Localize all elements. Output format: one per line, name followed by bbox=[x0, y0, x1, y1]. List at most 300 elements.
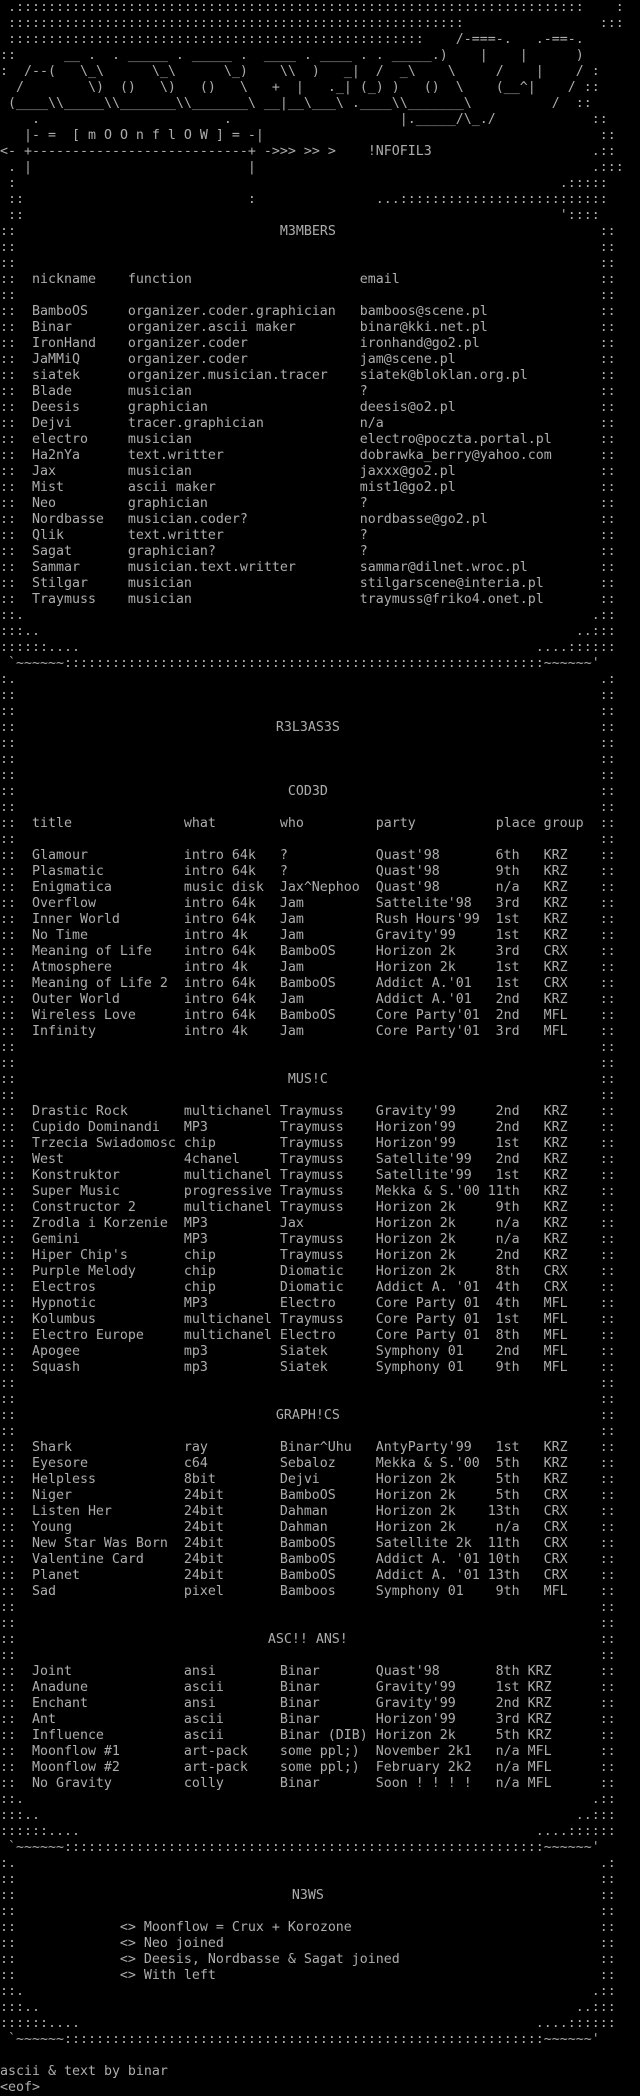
release-who: Dejvi bbox=[279, 1472, 320, 1487]
box-content bbox=[16, 1776, 600, 1792]
release-what: intro 64k bbox=[183, 992, 256, 1007]
column-header-what: what bbox=[183, 816, 216, 831]
release-party: Satellite'99 bbox=[375, 1152, 472, 1167]
box-border-right: :: bbox=[599, 1760, 616, 1775]
release-what: intro 64k bbox=[183, 864, 256, 879]
member-nickname: electro bbox=[31, 432, 88, 447]
release-title: Infinity bbox=[31, 1024, 96, 1039]
release-who: Binar^Uhu bbox=[279, 1440, 352, 1455]
news-bullet-icon: <> bbox=[119, 1968, 136, 1983]
box-bottom-line: :::.. ..::: bbox=[0, 624, 616, 639]
box-border-left: :: bbox=[0, 464, 16, 479]
release-who: Binar bbox=[279, 1680, 320, 1695]
box-content bbox=[16, 1136, 600, 1152]
release-who: BamboOS bbox=[279, 1568, 336, 1583]
gap bbox=[568, 960, 600, 976]
release-row bbox=[0, 1456, 640, 1472]
release-what: ansi bbox=[183, 1696, 216, 1711]
box-content bbox=[16, 1472, 600, 1488]
release-who: Jax^Nephoo bbox=[279, 880, 360, 895]
box-border-right: :: bbox=[599, 944, 616, 959]
box-border-left: :: bbox=[0, 880, 16, 895]
release-row bbox=[0, 1536, 640, 1552]
box-border-right: :: bbox=[599, 1264, 616, 1279]
box-border-right: :: bbox=[599, 1056, 616, 1071]
release-title: Shark bbox=[31, 1440, 72, 1455]
box-content bbox=[16, 560, 600, 576]
release-title: No Time bbox=[31, 928, 88, 943]
box-border-right: :: bbox=[599, 1920, 616, 1935]
box-content bbox=[16, 1104, 600, 1120]
release-title: Electros bbox=[31, 1280, 96, 1295]
gap bbox=[520, 1248, 544, 1264]
release-row bbox=[0, 1552, 640, 1568]
release-what: chip bbox=[183, 1248, 216, 1263]
release-who: Traymuss bbox=[279, 1168, 344, 1183]
release-row bbox=[0, 1200, 640, 1216]
release-what: 24bit bbox=[183, 1536, 224, 1551]
section-title: R3L3AS3S bbox=[275, 720, 340, 735]
release-party: Addict A.'01 bbox=[375, 992, 472, 1007]
box-content bbox=[16, 1088, 600, 1104]
box-content bbox=[16, 512, 600, 528]
gap bbox=[568, 1152, 600, 1168]
box-content bbox=[16, 256, 600, 272]
box-bottom-line: :::.. ..::: bbox=[0, 1808, 616, 1823]
box-border-right: :: bbox=[599, 736, 616, 751]
release-title: Inner World bbox=[31, 912, 120, 927]
release-title: Purple Melody bbox=[31, 1264, 136, 1279]
release-row bbox=[0, 1696, 640, 1712]
box-border-left: :: bbox=[0, 688, 16, 703]
release-party: Sattelite'98 bbox=[375, 896, 472, 911]
release-title: Constructor 2 bbox=[31, 1200, 136, 1215]
member-row bbox=[0, 528, 640, 544]
member-row bbox=[0, 496, 640, 512]
release-row bbox=[0, 1504, 640, 1520]
release-party: Horizon 2k bbox=[375, 1216, 456, 1231]
member-email: ? bbox=[359, 528, 368, 543]
eof-marker-line: <eof> bbox=[0, 2080, 40, 2095]
indent bbox=[16, 1344, 32, 1360]
box-border-left: :: bbox=[0, 1248, 16, 1263]
gap bbox=[568, 1312, 600, 1328]
box-content bbox=[16, 1568, 600, 1584]
box-border-left: :: bbox=[0, 1600, 16, 1615]
release-who: Jam bbox=[279, 912, 304, 927]
release-group: MFL bbox=[527, 1744, 552, 1759]
box-content bbox=[16, 1760, 600, 1776]
release-row bbox=[0, 1024, 640, 1040]
box-content bbox=[16, 368, 600, 384]
box-border-left: :: bbox=[0, 1904, 16, 1919]
release-party: Horizon'99 bbox=[375, 1120, 456, 1135]
release-group: KRZ bbox=[543, 1104, 568, 1119]
box-border-left: :: bbox=[0, 768, 16, 783]
box-border-right: :: bbox=[599, 1968, 616, 1983]
box-border-right: :: bbox=[599, 864, 616, 879]
release-what: MP3 bbox=[183, 1120, 208, 1135]
column-header-function: function bbox=[127, 272, 192, 287]
gap bbox=[520, 1680, 528, 1696]
box-content bbox=[16, 736, 600, 752]
release-party: Quast'98 bbox=[375, 1664, 440, 1679]
release-who: Binar bbox=[279, 1712, 320, 1727]
box-content bbox=[16, 416, 600, 432]
release-party: Core Party 01 bbox=[375, 1312, 480, 1327]
box-border-right: :: bbox=[599, 1888, 616, 1903]
gap bbox=[552, 1728, 600, 1744]
release-group: KRZ bbox=[543, 960, 568, 975]
release-who: BamboOS bbox=[279, 1552, 336, 1567]
release-place: 8th bbox=[495, 1664, 520, 1679]
box-border-right: :: bbox=[599, 1632, 616, 1647]
release-what: 24bit bbox=[183, 1504, 224, 1519]
release-party: Horizon 2k bbox=[375, 1488, 456, 1503]
indent bbox=[16, 1184, 32, 1200]
box-border-right: :: bbox=[599, 1344, 616, 1359]
release-who: BamboOS bbox=[279, 1008, 336, 1023]
release-what: MP3 bbox=[183, 1216, 208, 1231]
box-border-right: :: bbox=[599, 816, 616, 831]
box-border-left: :: bbox=[0, 1952, 16, 1967]
box-blank-line bbox=[0, 1088, 640, 1104]
box-border-left: :: bbox=[0, 1936, 16, 1951]
box-border-left: :: bbox=[0, 512, 16, 527]
release-party: Quast'98 bbox=[375, 848, 440, 863]
release-what: intro 64k bbox=[183, 1008, 256, 1023]
news-item-text: Deesis, Nordbasse & Sagat joined bbox=[143, 1952, 400, 1967]
release-what: c64 bbox=[183, 1456, 208, 1471]
box-border-right: :: bbox=[599, 1472, 616, 1487]
release-group: KRZ bbox=[543, 1120, 568, 1135]
box-border-right: :: bbox=[599, 1120, 616, 1135]
box-border-right: :: bbox=[599, 1296, 616, 1311]
box-border-right: :: bbox=[599, 1312, 616, 1327]
box-content bbox=[16, 1584, 600, 1600]
release-group: KRZ bbox=[543, 992, 568, 1007]
box-border-right: :: bbox=[599, 896, 616, 911]
box-border-left: :: bbox=[0, 288, 16, 303]
column-header-who: who bbox=[279, 816, 304, 831]
release-row bbox=[0, 1296, 640, 1312]
release-row bbox=[0, 1184, 640, 1200]
member-nickname: IronHand bbox=[31, 336, 96, 351]
news-row bbox=[0, 1968, 640, 1984]
release-party: Core Party'01 bbox=[375, 1008, 480, 1023]
release-what: mp3 bbox=[183, 1360, 208, 1375]
box-blank-line bbox=[0, 768, 640, 784]
box-content bbox=[16, 1696, 600, 1712]
release-who: Binar bbox=[279, 1776, 320, 1791]
indent bbox=[16, 1776, 32, 1792]
release-who: some ppl;) bbox=[279, 1744, 360, 1759]
box-content bbox=[16, 1872, 600, 1888]
release-place: 2nd bbox=[495, 1152, 520, 1167]
box-border-right: :: bbox=[599, 1168, 616, 1183]
box-border-left: :: bbox=[0, 1312, 16, 1327]
member-email: stilgarscene@interia.pl bbox=[359, 576, 544, 591]
release-place: 5th bbox=[495, 1488, 520, 1503]
header-art-line: : /--( \_\ \_\ \_) \\ ) _| / _\ \ / | / : bbox=[0, 64, 600, 79]
indent bbox=[16, 864, 32, 880]
release-row bbox=[0, 992, 640, 1008]
news-bullet-icon: <> bbox=[119, 1952, 136, 1967]
box-border-left: :: bbox=[0, 1536, 16, 1551]
box-bottom-line: ::. .:: bbox=[0, 608, 616, 623]
release-who: Diomatic bbox=[279, 1280, 344, 1295]
release-group: KRZ bbox=[543, 1184, 568, 1199]
box-content bbox=[16, 880, 600, 896]
release-place: 2nd bbox=[495, 1120, 520, 1135]
member-nickname: Sammar bbox=[31, 560, 80, 575]
box-border-left: :: bbox=[0, 1296, 16, 1311]
member-function: graphician bbox=[127, 496, 208, 511]
box-border-right: :: bbox=[599, 1232, 616, 1247]
release-group: KRZ bbox=[543, 864, 568, 879]
box-border-left: :: bbox=[0, 1344, 16, 1359]
box-border-left: :: bbox=[0, 224, 16, 239]
box-border-left: :: bbox=[0, 528, 16, 543]
box-border-right: :: bbox=[599, 1696, 616, 1711]
box-border-left: :: bbox=[0, 848, 16, 863]
gap bbox=[568, 1200, 600, 1216]
release-place: 9th bbox=[495, 864, 520, 879]
release-place: 13th bbox=[487, 1504, 520, 1519]
column-header-group: group bbox=[543, 816, 584, 831]
indent bbox=[16, 1520, 32, 1536]
release-what: 24bit bbox=[183, 1552, 224, 1567]
box-border-right: :: bbox=[599, 1648, 616, 1663]
release-party: Gravity'99 bbox=[375, 1680, 456, 1695]
box-blank-line bbox=[0, 1600, 640, 1616]
box-border-left: :: bbox=[0, 720, 16, 735]
release-who: ? bbox=[279, 848, 288, 863]
release-title: Atmosphere bbox=[31, 960, 112, 975]
box-content bbox=[16, 1296, 600, 1312]
box-border-left: :: bbox=[0, 336, 16, 351]
gap bbox=[520, 1296, 544, 1312]
gap bbox=[520, 1712, 528, 1728]
gap bbox=[568, 1008, 600, 1024]
section-title: GRAPH!CS bbox=[275, 1408, 340, 1423]
box-blank-line bbox=[0, 800, 640, 816]
box-border-left: :: bbox=[0, 1584, 16, 1599]
box-border-right: :: bbox=[599, 1744, 616, 1759]
release-row bbox=[0, 1168, 640, 1184]
release-party: Horizon'99 bbox=[375, 1712, 456, 1727]
box-border-left: :: bbox=[0, 352, 16, 367]
release-party: Rush Hours'99 bbox=[375, 912, 480, 927]
column-header-email: email bbox=[359, 272, 400, 287]
release-party: Soon ! ! ! ! bbox=[375, 1776, 472, 1791]
news-item-text: With left bbox=[143, 1968, 216, 1983]
member-function: tracer.graphician bbox=[127, 416, 264, 431]
release-who: Traymuss bbox=[279, 1136, 344, 1151]
gap bbox=[568, 1536, 600, 1552]
member-function: text.writter bbox=[127, 448, 224, 463]
gap bbox=[568, 992, 600, 1008]
header-art-line: <- +---------------------------+ ->>> >> > !NFOFIL3 .:: bbox=[0, 144, 616, 159]
indent bbox=[16, 848, 32, 864]
box-content bbox=[16, 688, 600, 704]
box-border-right: :: bbox=[599, 1088, 616, 1103]
news-row bbox=[0, 1952, 640, 1968]
release-group: MFL bbox=[543, 1584, 568, 1599]
release-who: Siatek bbox=[279, 1360, 328, 1375]
section-title: ASC!! ANS! bbox=[267, 1632, 348, 1647]
indent bbox=[16, 464, 32, 480]
member-function: organizer.coder.graphician bbox=[127, 304, 336, 319]
member-nickname: Deesis bbox=[31, 400, 80, 415]
release-place: 4th bbox=[495, 1296, 520, 1311]
release-title: Niger bbox=[31, 1488, 72, 1503]
member-row bbox=[0, 512, 640, 528]
box-border-left: :: bbox=[0, 1664, 16, 1679]
box-border-left: :: bbox=[0, 1104, 16, 1119]
release-row bbox=[0, 1328, 640, 1344]
release-row bbox=[0, 1360, 640, 1376]
box-content bbox=[16, 1344, 600, 1360]
box-border-left: :: bbox=[0, 304, 16, 319]
box-content bbox=[16, 1216, 600, 1232]
indent bbox=[16, 1760, 32, 1776]
release-party: Core Party 01 bbox=[375, 1296, 480, 1311]
box-content bbox=[16, 304, 600, 320]
release-row bbox=[0, 1664, 640, 1680]
header-art-line: : .::::: bbox=[0, 176, 608, 191]
box-border-left: :: bbox=[0, 704, 16, 719]
box-content bbox=[16, 400, 600, 416]
release-what: MP3 bbox=[183, 1232, 208, 1247]
release-who: Traymuss bbox=[279, 1152, 344, 1167]
box-border-right: :: bbox=[599, 1680, 616, 1695]
box-border-left: :: bbox=[0, 944, 16, 959]
gap bbox=[520, 976, 544, 992]
box-border-left: :: bbox=[0, 384, 16, 399]
box-border-right: :: bbox=[599, 1328, 616, 1343]
release-party: Addict A.'01 bbox=[375, 976, 472, 991]
release-what: music disk bbox=[183, 880, 264, 895]
member-function: ascii maker bbox=[127, 480, 216, 495]
release-title: Wireless Love bbox=[31, 1008, 136, 1023]
release-group: CRX bbox=[543, 1552, 568, 1567]
release-who: Traymuss bbox=[279, 1104, 344, 1119]
box-border-left: :: bbox=[0, 1072, 16, 1087]
member-nickname: Nordbasse bbox=[31, 512, 104, 527]
box-bottom-line: ::::::.... ....:::::: bbox=[0, 2016, 616, 2031]
release-title: No Gravity bbox=[31, 1776, 112, 1791]
release-title: Drastic Rock bbox=[31, 1104, 128, 1119]
gap bbox=[568, 1264, 600, 1280]
box-border-left: :: bbox=[0, 912, 16, 927]
box-border-left: :: bbox=[0, 1408, 16, 1423]
release-title: New Star Was Born bbox=[31, 1536, 168, 1551]
box-border-right: :: bbox=[599, 992, 616, 1007]
box-content bbox=[16, 1680, 600, 1696]
release-what: chip bbox=[183, 1280, 216, 1295]
box-blank-line bbox=[0, 288, 640, 304]
release-who: Jam bbox=[279, 992, 304, 1007]
box-border-right: :: bbox=[599, 496, 616, 511]
gap bbox=[520, 848, 544, 864]
gap bbox=[568, 1440, 600, 1456]
box-content bbox=[16, 704, 600, 720]
gap bbox=[568, 1488, 600, 1504]
member-function: text.writter bbox=[127, 528, 224, 543]
box-border-right: :: bbox=[599, 848, 616, 863]
box-content bbox=[16, 1600, 600, 1616]
gap bbox=[520, 1008, 544, 1024]
release-place: 1st bbox=[495, 928, 520, 943]
box-border-left: :: bbox=[0, 752, 16, 767]
box-border-right: :: bbox=[599, 1408, 616, 1423]
indent bbox=[16, 1968, 120, 1984]
box-blank-line bbox=[0, 1376, 640, 1392]
box-border-left: :: bbox=[0, 1728, 16, 1743]
release-row bbox=[0, 1248, 640, 1264]
gap bbox=[520, 1184, 544, 1200]
indent bbox=[16, 928, 32, 944]
release-place: 2nd bbox=[495, 1696, 520, 1711]
release-group: KRZ bbox=[543, 896, 568, 911]
gap bbox=[568, 1328, 600, 1344]
release-what: intro 4k bbox=[183, 1024, 248, 1039]
box-border-left: :: bbox=[0, 1008, 16, 1023]
release-group: MFL bbox=[543, 1008, 568, 1023]
release-title: Plasmatic bbox=[31, 864, 104, 879]
box-border-left: :: bbox=[0, 784, 16, 799]
box-content bbox=[16, 288, 600, 304]
gap bbox=[520, 896, 544, 912]
release-party: Gravity'99 bbox=[375, 1696, 456, 1711]
gap bbox=[568, 1024, 600, 1040]
gap bbox=[552, 1680, 600, 1696]
indent bbox=[16, 512, 32, 528]
box-content bbox=[16, 816, 600, 832]
box-border-right: :: bbox=[599, 1616, 616, 1631]
header-art-line: ::::::::::::::::::::::::::::::::::::::::::::::::::::::::: ::: bbox=[0, 16, 624, 31]
gap bbox=[568, 1248, 600, 1264]
box-border-right: :: bbox=[599, 1072, 616, 1087]
box-content bbox=[16, 912, 600, 928]
box-content bbox=[16, 1152, 600, 1168]
gap bbox=[568, 1504, 600, 1520]
gap bbox=[520, 1360, 544, 1376]
box-border-right: :: bbox=[599, 384, 616, 399]
gap bbox=[520, 1568, 544, 1584]
release-who: some ppl;) bbox=[279, 1760, 360, 1775]
gap bbox=[568, 1472, 600, 1488]
release-row bbox=[0, 1136, 640, 1152]
member-nickname: BamboOS bbox=[31, 304, 88, 319]
box-border-left: :: bbox=[0, 240, 16, 255]
indent bbox=[16, 992, 32, 1008]
wavy-separator-line: `~~~~~~::::::::::::::::::::::::::::::::::::::::::::::::::::::::::::~~~~~~' bbox=[0, 1840, 600, 1855]
release-place: 5th bbox=[495, 1472, 520, 1487]
release-what: multichanel bbox=[183, 1200, 272, 1215]
box-border-right: :: bbox=[599, 1136, 616, 1151]
member-row bbox=[0, 336, 640, 352]
box-content bbox=[16, 1376, 600, 1392]
member-email: jam@scene.pl bbox=[359, 352, 456, 367]
box-content bbox=[16, 976, 600, 992]
header-art-line: . . |._____/\_./ :: bbox=[0, 112, 608, 127]
box-border-right: :: bbox=[599, 1360, 616, 1375]
release-place: n/a bbox=[495, 1216, 520, 1231]
indent bbox=[16, 1696, 32, 1712]
release-group: CRX bbox=[543, 1520, 568, 1535]
